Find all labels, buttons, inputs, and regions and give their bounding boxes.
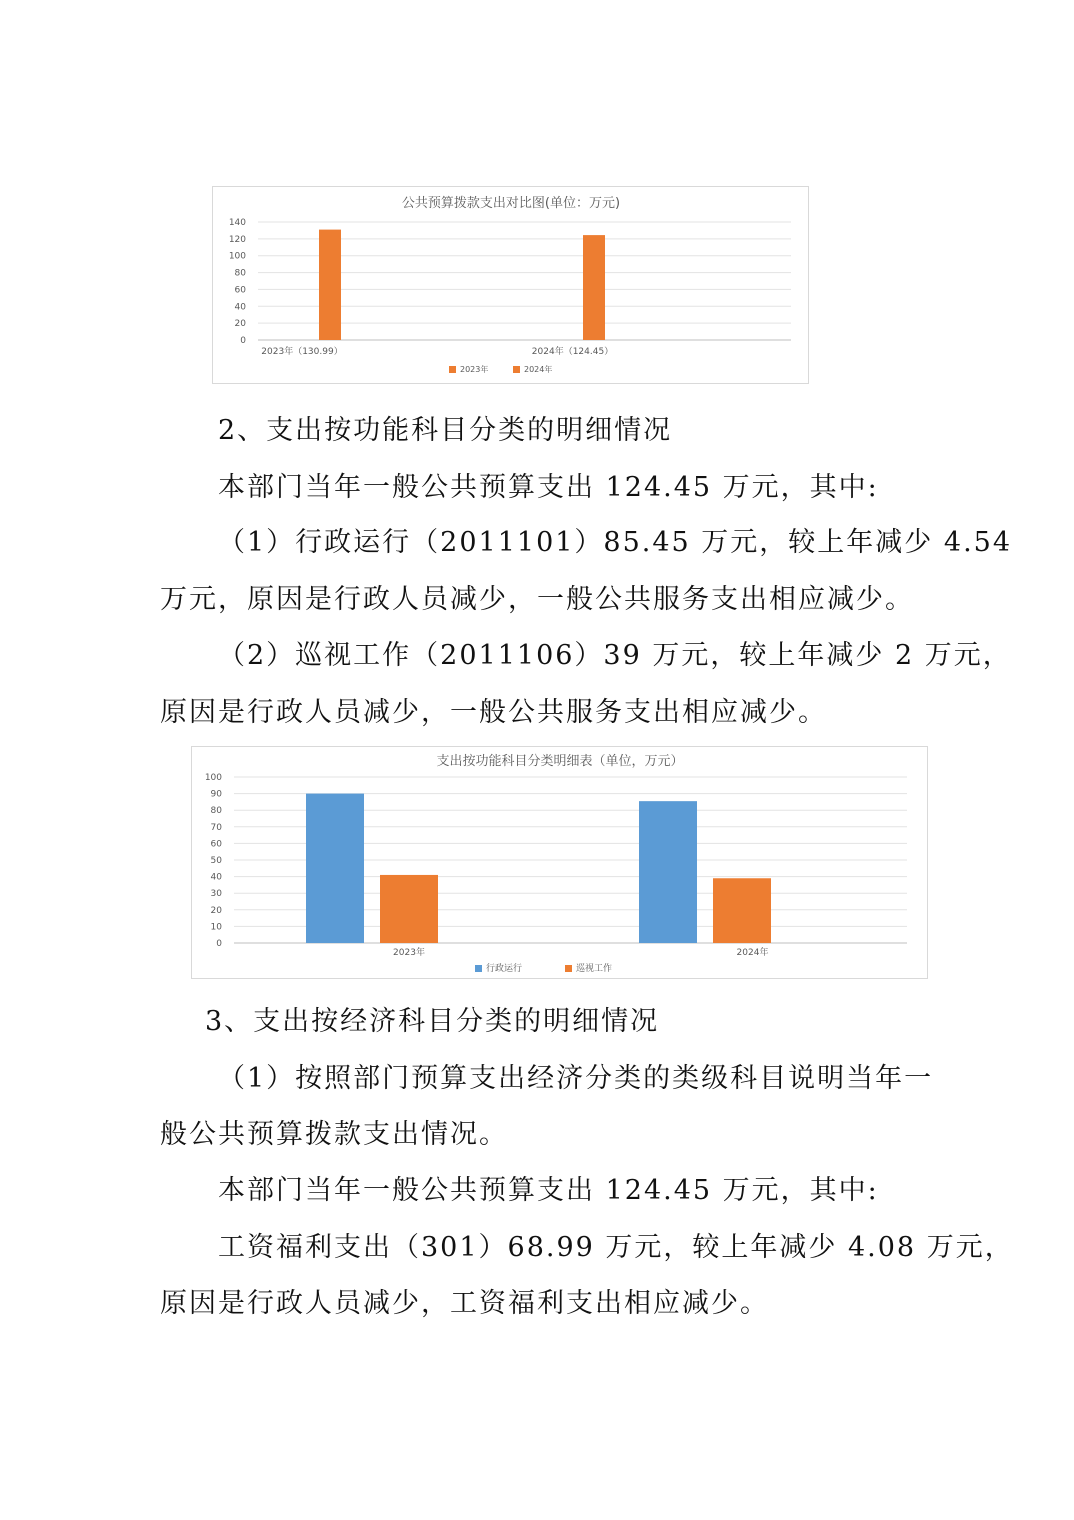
chart1-y-tick-label: 120 [228,234,246,245]
paragraph-inspection-line1: （2）巡视工作（2011106）39 万元，较上年减少 2 万元， [218,640,1012,671]
chart1-y-tick-label: 140 [228,218,246,228]
chart2-x-tick-label: 2023年 [393,948,425,958]
chart1-y-tick-label: 100 [228,251,246,262]
chart2-y-tick-label: 0 [216,939,222,949]
paragraph-inspection-line2: 原因是行政人员减少，一般公共服务支出相应减少。 [160,697,827,728]
paragraph-salary-line2: 原因是行政人员减少，工资福利支出相应减少。 [160,1288,769,1319]
chart-functional-detail [191,746,928,979]
chart2-title: 支出按功能科目分类明细表（单位，万元） [436,754,684,769]
heading-economic-classification: 3、支出按经济科目分类的明细情况 [205,1006,660,1037]
chart1-legend-label: 2024年 [524,365,553,374]
chart2-legend-swatch [565,965,572,972]
chart1-legend-swatch [449,366,456,373]
chart2-y-tick-label: 90 [210,789,222,800]
chart1-bar [583,235,605,340]
paragraph-economic-line1: （1）按照部门预算支出经济分类的类级科目说明当年一 [218,1063,934,1094]
chart2-bar [306,794,364,943]
chart2-svg [192,747,927,978]
chart1-y-tick-label: 40 [234,302,246,313]
chart2-bar [639,801,697,943]
chart2-bar [713,878,771,943]
chart1-bar [319,230,341,340]
chart2-y-tick-label: 60 [210,839,222,850]
paragraph-admin-operation-line2: 万元，原因是行政人员减少，一般公共服务支出相应减少。 [160,584,914,615]
chart2-y-tick-label: 50 [210,856,222,866]
paragraph-economic-line2: 般公共预算拨款支出情况。 [160,1119,508,1150]
chart1-x-tick-label: 2024年（124.45） [531,347,614,357]
chart2-y-tick-label: 100 [204,773,222,783]
chart-budget-comparison [212,186,809,384]
heading-functional-classification: 2、支出按功能科目分类的明细情况 [218,415,673,446]
chart1-y-tick-label: 60 [234,285,246,296]
chart2-legend-label: 巡视工作 [576,964,613,974]
chart2-y-tick-label: 20 [210,905,222,916]
chart2-y-tick-label: 70 [210,822,222,833]
chart1-y-tick-label: 20 [234,319,246,330]
chart1-y-tick-label: 80 [234,268,246,279]
chart2-legend-swatch [475,965,482,972]
chart2-legend-label: 行政运行 [486,964,523,974]
chart2-y-tick-label: 80 [210,806,222,817]
chart2-y-tick-label: 10 [210,922,222,933]
chart2-bar [380,875,438,943]
chart1-svg [213,187,808,383]
chart1-y-tick-label: 0 [240,336,246,346]
chart1-title: 公共预算拨款支出对比图(单位：万元) [401,196,621,211]
chart2-y-tick-label: 40 [210,872,222,883]
chart1-legend-swatch [513,366,520,373]
paragraph-admin-operation-line1: （1）行政运行（2011101）85.45 万元，较上年减少 4.54 [218,527,1013,558]
chart2-x-tick-label: 2024年 [736,948,769,958]
paragraph-total-expenditure: 本部门当年一般公共预算支出 124.45 万元，其中: [218,472,879,503]
chart1-legend-label: 2023年 [460,365,489,374]
paragraph-salary-line1: 工资福利支出（301）68.99 万元，较上年减少 4.08 万元， [218,1232,1014,1263]
chart1-x-tick-label: 2023年（130.99） [261,347,343,357]
paragraph-total-expenditure-2: 本部门当年一般公共预算支出 124.45 万元，其中: [218,1175,879,1206]
chart2-y-tick-label: 30 [210,889,222,900]
